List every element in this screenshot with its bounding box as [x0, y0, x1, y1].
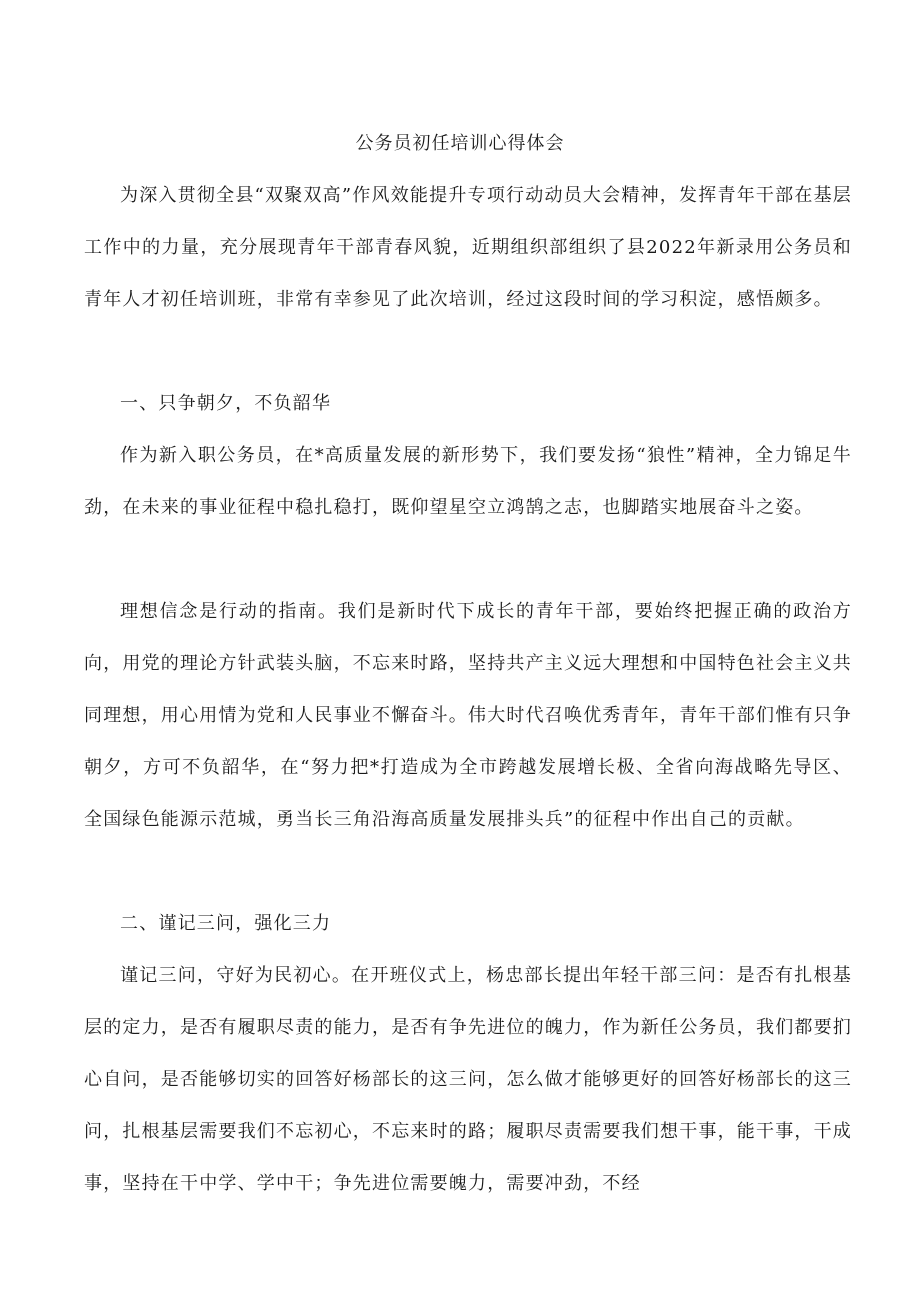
document-title: 公务员初任培训心得体会	[355, 133, 565, 154]
section-1-paragraph-2: 理想信念是行动的指南。我们是新时代下成长的青年干部，要始终把握正确的政治方向，用党的理论方针武装头脑，不忘来时路，坚持共产主义远大理想和中国特色社会主义共同理想，用心用情为党和人民事业不懈奋斗。伟大时代召唤优秀青年，青年干部们惟有只争朝夕，方可不负韶华，在“努力把*打造成为全市跨越发展增长极、全省向海战略先导区、全国绿色能源示范城，勇当长三角沿海高质量发展排头兵”的征程中作出自己的贡献。	[84, 601, 852, 830]
section-heading-2: 二、谨记三问，强化三力	[120, 913, 332, 934]
section-2-paragraph-1: 谨记三问，守好为民初心。在开班仪式上，杨忠部长提出年轻干部三问：是否有扎根基层的定力，是否有履职尽责的能力，是否有争先进位的魄力，作为新任公务员，我们都要扪心自问，是否能够切实的回答好杨部长的这三问，怎么做才能够更好的回答好杨部长的这三问，扎根基层需要我们不忘初心，不忘来时的路；履职尽责需要我们想干事，能干事，干成事，坚持在干中学、学中干；争先进位需要魄力，需要冲劲，不经	[84, 965, 852, 1194]
section-heading-1: 一、只争朝夕，不负韶华	[120, 393, 332, 414]
intro-paragraph: 为深入贯彻全县“双聚双高”作风效能提升专项行动动员大会精神，发挥青年干部在基层工作中的力量，充分展现青年干部青春风貌，近期组织部组织了县2022年新录用公务员和青年人才初任培训班，非常有幸参见了此次培训，经过这段时间的学习积淀，感悟颇多。	[84, 185, 852, 310]
section-1-paragraph-1: 作为新入职公务员，在*高质量发展的新形势下，我们要发扬“狼性”精神，全力锦足牛劲，在未来的事业征程中稳扎稳打，既仰望星空立鸿鹄之志，也脚踏实地展奋斗之姿。	[84, 445, 852, 518]
